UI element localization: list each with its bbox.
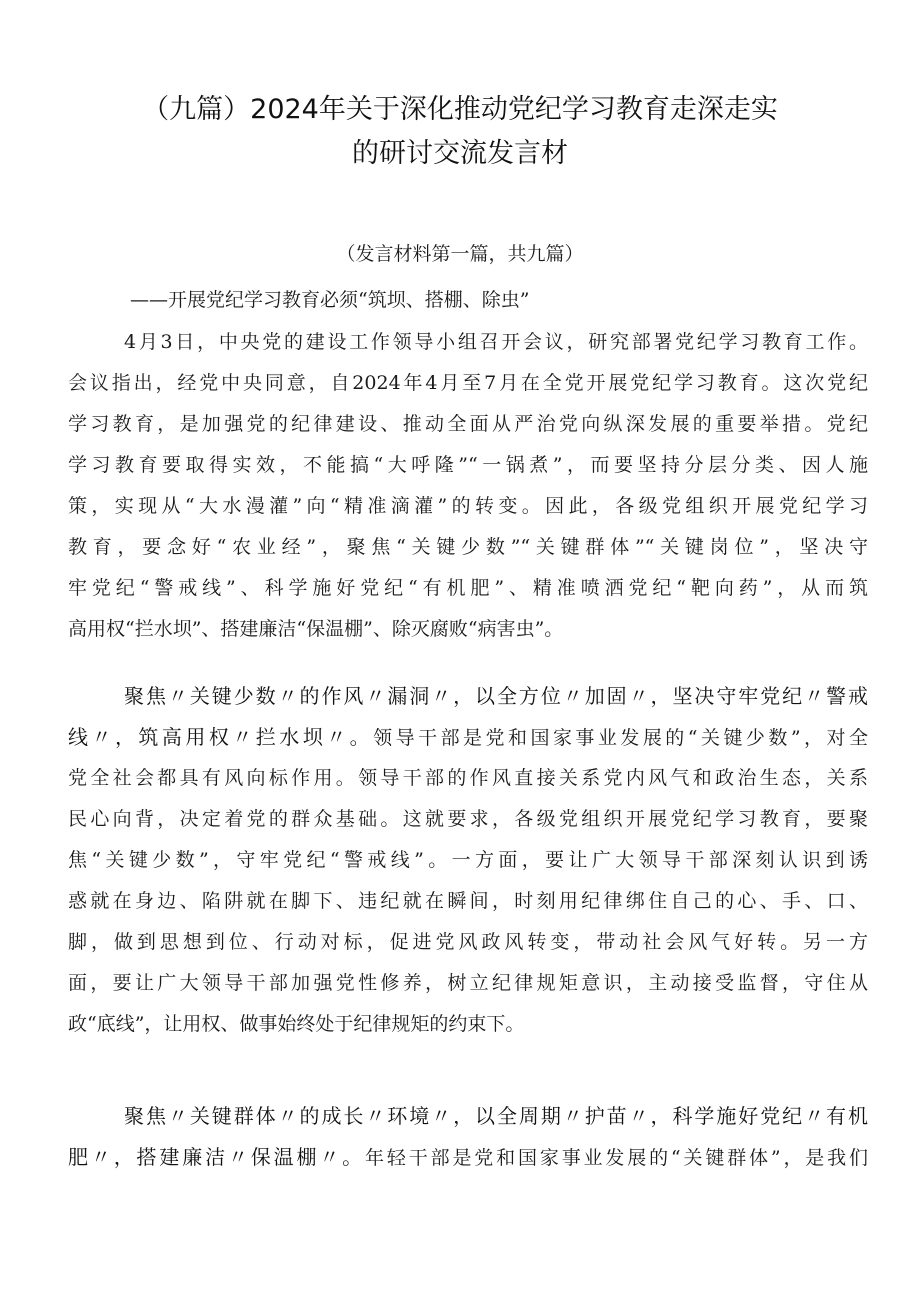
paragraph-line-mixed [68, 717, 868, 758]
document-title-line-1: （九篇）2024年关于深化推动党纪学习教育走深走实 [142, 94, 778, 125]
paragraph-line: 高用权“拦水坝”、搭建廉洁“保温棚”、除灭腐败“病害虫”。 [68, 618, 564, 640]
paragraph-key-minority [68, 676, 868, 1045]
paragraph-line: 政“底线”，让用权、做事始终处于纪律规矩的约束下。 [68, 1013, 525, 1035]
paragraph-line: 策，实现从“大水漫灌”向“精准滴灌”的转变。因此，各级党组织开展党纪学习 [68, 495, 868, 517]
section-heading-line: 聚焦〃关键群体〃的成长〃环境〃，以全周期〃护苗〃，科学施好党纪〃有机 [124, 1104, 868, 1128]
section-heading-tail: 肥〃，搭建廉洁〃保温棚〃。 [68, 1145, 366, 1169]
section-heading-line: 聚焦〃关键少数〃的作风〃漏洞〃，以全方位〃加固〃，坚决守牢党纪〃警戒 [124, 684, 868, 708]
paragraph-line: 学习教育要取得实效，不能搞“大呼隆”“一锅煮”，而要坚持分层分类、因人施 [68, 454, 868, 476]
paragraph-line: 惑就在身边、陷阱就在脚下、违纪就在瞬间，时刻用纪律绑住自己的心、手、口、 [68, 890, 868, 912]
paragraph-line: 4月3日，中央党的建设工作领导小组召开会议，研究部署党纪学习教育工作。 [124, 331, 868, 353]
paragraph-line: 会议指出，经党中央同意，自2024年4月至7月在全党开展党纪学习教育。这次党纪 [68, 372, 868, 394]
document-subtitle: （发言材料第一篇，共九篇） [336, 243, 584, 265]
paragraph-key-group [68, 1096, 868, 1178]
paragraph-line-mixed [68, 1137, 868, 1178]
paragraph-line: 民心向背，决定着党的群众基础。这就要求，各级党组织开展党纪学习教育，要聚 [68, 808, 868, 830]
paragraph-intro [68, 322, 868, 650]
paragraph-line: 学习教育，是加强党的纪律建设、推动全面从严治党向纵深发展的重要举措。党纪 [68, 413, 868, 435]
paragraph-text: 领导干部是党和国家事业发展的“关键少数”，对全 [373, 727, 868, 749]
paragraph-line: 脚，做到思想到位、行动对标，促进党风政风转变，带动社会风气好转。另一方 [68, 931, 868, 953]
paragraph-line: 党全社会都具有风向标作用。领导干部的作风直接关系党内风气和政治生态，关系 [68, 767, 868, 789]
paragraph-line: 焦“关键少数”，守牢党纪“警戒线”。一方面，要让广大领导干部深刻认识到诱 [68, 849, 868, 871]
paragraph-line: 教育，要念好“农业经”，聚焦“关键少数”“关键群体”“关键岗位”，坚决守 [68, 536, 868, 558]
paragraph-line: 牢党纪“警戒线”、科学施好党纪“有机肥”、精准喷洒党纪“靶向药”，从而筑 [68, 577, 868, 599]
paragraph-text: 年轻干部是党和国家事业发展的“关键群体”，是我们 [365, 1147, 869, 1169]
section-heading-tail: 线〃，筑高用权〃拦水坝〃。 [68, 725, 374, 749]
document-title-line-2: 的研讨交流发言材 [352, 138, 568, 169]
document-theme-line: ——开展党纪学习教育必须“筑坝、搭棚、除虫” [130, 289, 530, 311]
paragraph-line: 面，要让广大领导干部加强党性修养，树立纪律规矩意识，主动接受监督，守住从 [68, 972, 868, 994]
